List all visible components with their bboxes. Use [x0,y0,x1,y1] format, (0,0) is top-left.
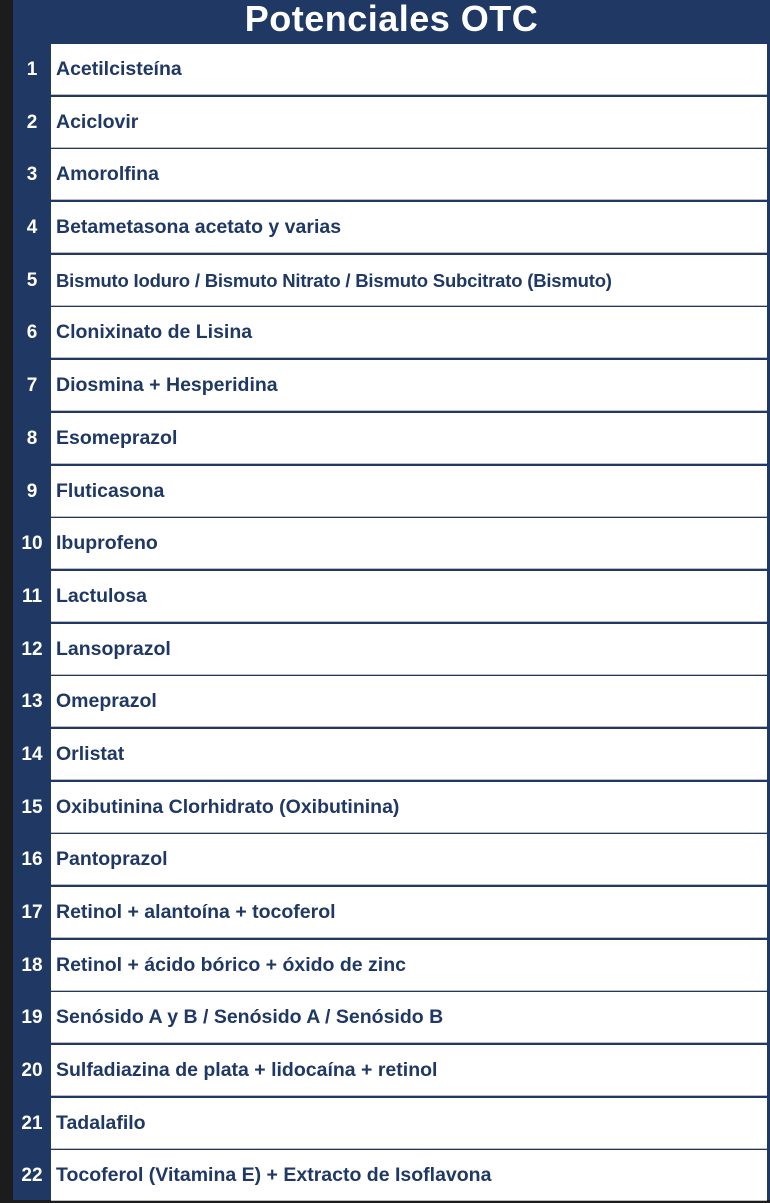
row-number: 6 [26,322,38,344]
table-row [13,1098,770,1151]
row-number: 11 [21,585,43,607]
table-row [13,97,770,150]
row-number: 13 [21,691,43,713]
row-number: 17 [21,902,43,923]
table-row [13,1045,770,1098]
table-row [13,782,770,835]
table-row [13,360,770,413]
table-row [13,413,770,466]
table-row [13,834,770,887]
table-row [13,676,770,729]
row-drug-name: Clonixinato de Lisina [51,307,767,358]
row-drug-name: Bismuto Ioduro / Bismuto Nitrato / Bismuto Subcitrato (Bismuto) [51,255,767,306]
row-drug-name: Acetilcisteína [51,44,767,95]
row-number: 1 [26,59,38,80]
row-drug-name: Amorolfina [51,149,767,200]
table-row [13,518,770,571]
table-row [13,255,770,308]
table-row [13,202,770,255]
row-number: 21 [21,1112,43,1134]
row-drug-name: Pantoprazol [51,834,767,885]
table-row [13,466,770,519]
row-number: 7 [26,375,38,397]
row-number: 4 [26,217,38,239]
table-row [13,940,770,993]
table-row [13,149,770,202]
row-number: 19 [21,1007,43,1029]
row-drug-name: Retinol + ácido bórico + óxido de zinc [51,940,767,991]
row-drug-name: Tadalafilo [51,1098,767,1149]
row-drug-name: Sulfadiazina de plata + lidocaína + retinol [51,1045,767,1096]
table-row [13,44,770,97]
otc-table [13,0,770,1200]
row-number: 18 [21,954,43,976]
table-row [13,729,770,782]
row-number: 9 [26,480,38,502]
table-row [13,624,770,677]
row-drug-name: Aciclovir [51,97,767,148]
row-number: 2 [26,111,38,133]
table-row [13,571,770,624]
row-drug-name: Esomeprazol [51,413,767,464]
table-row [13,1150,770,1203]
table-body [13,44,770,1203]
row-number: 16 [21,849,43,871]
table-row [13,307,770,360]
table-row [13,887,770,940]
row-drug-name: Tocoferol (Vitamina E) + Extracto de Isoflavona [51,1150,767,1201]
row-drug-name: Lactulosa [51,571,767,622]
row-drug-name: Retinol + alantoína + tocoferol [51,887,767,938]
row-drug-name: Senósido A y B / Senósido A / Senósido B [51,992,767,1043]
row-number: 14 [21,743,43,765]
row-number: 10 [21,533,43,555]
row-drug-name: Oxibutinina Clorhidrato (Oxibutinina) [51,782,767,833]
row-number: 12 [21,638,43,660]
table-row [13,992,770,1045]
row-drug-name: Diosmina + Hesperidina [51,360,767,411]
table-title: Potenciales OTC [244,0,539,39]
row-number: 5 [26,269,38,291]
row-drug-name: Omeprazol [51,676,767,727]
row-number: 20 [21,1060,43,1082]
row-drug-name: Lansoprazol [51,624,767,675]
row-drug-name: Ibuprofeno [51,518,767,569]
row-drug-name: Fluticasona [51,466,767,517]
row-drug-name: Betametasona acetato y varias [51,202,767,253]
row-number: 8 [26,427,38,449]
row-drug-name: Orlistat [51,729,767,780]
row-number: 3 [26,164,38,186]
row-number: 22 [21,1165,43,1187]
row-number: 15 [21,796,43,818]
